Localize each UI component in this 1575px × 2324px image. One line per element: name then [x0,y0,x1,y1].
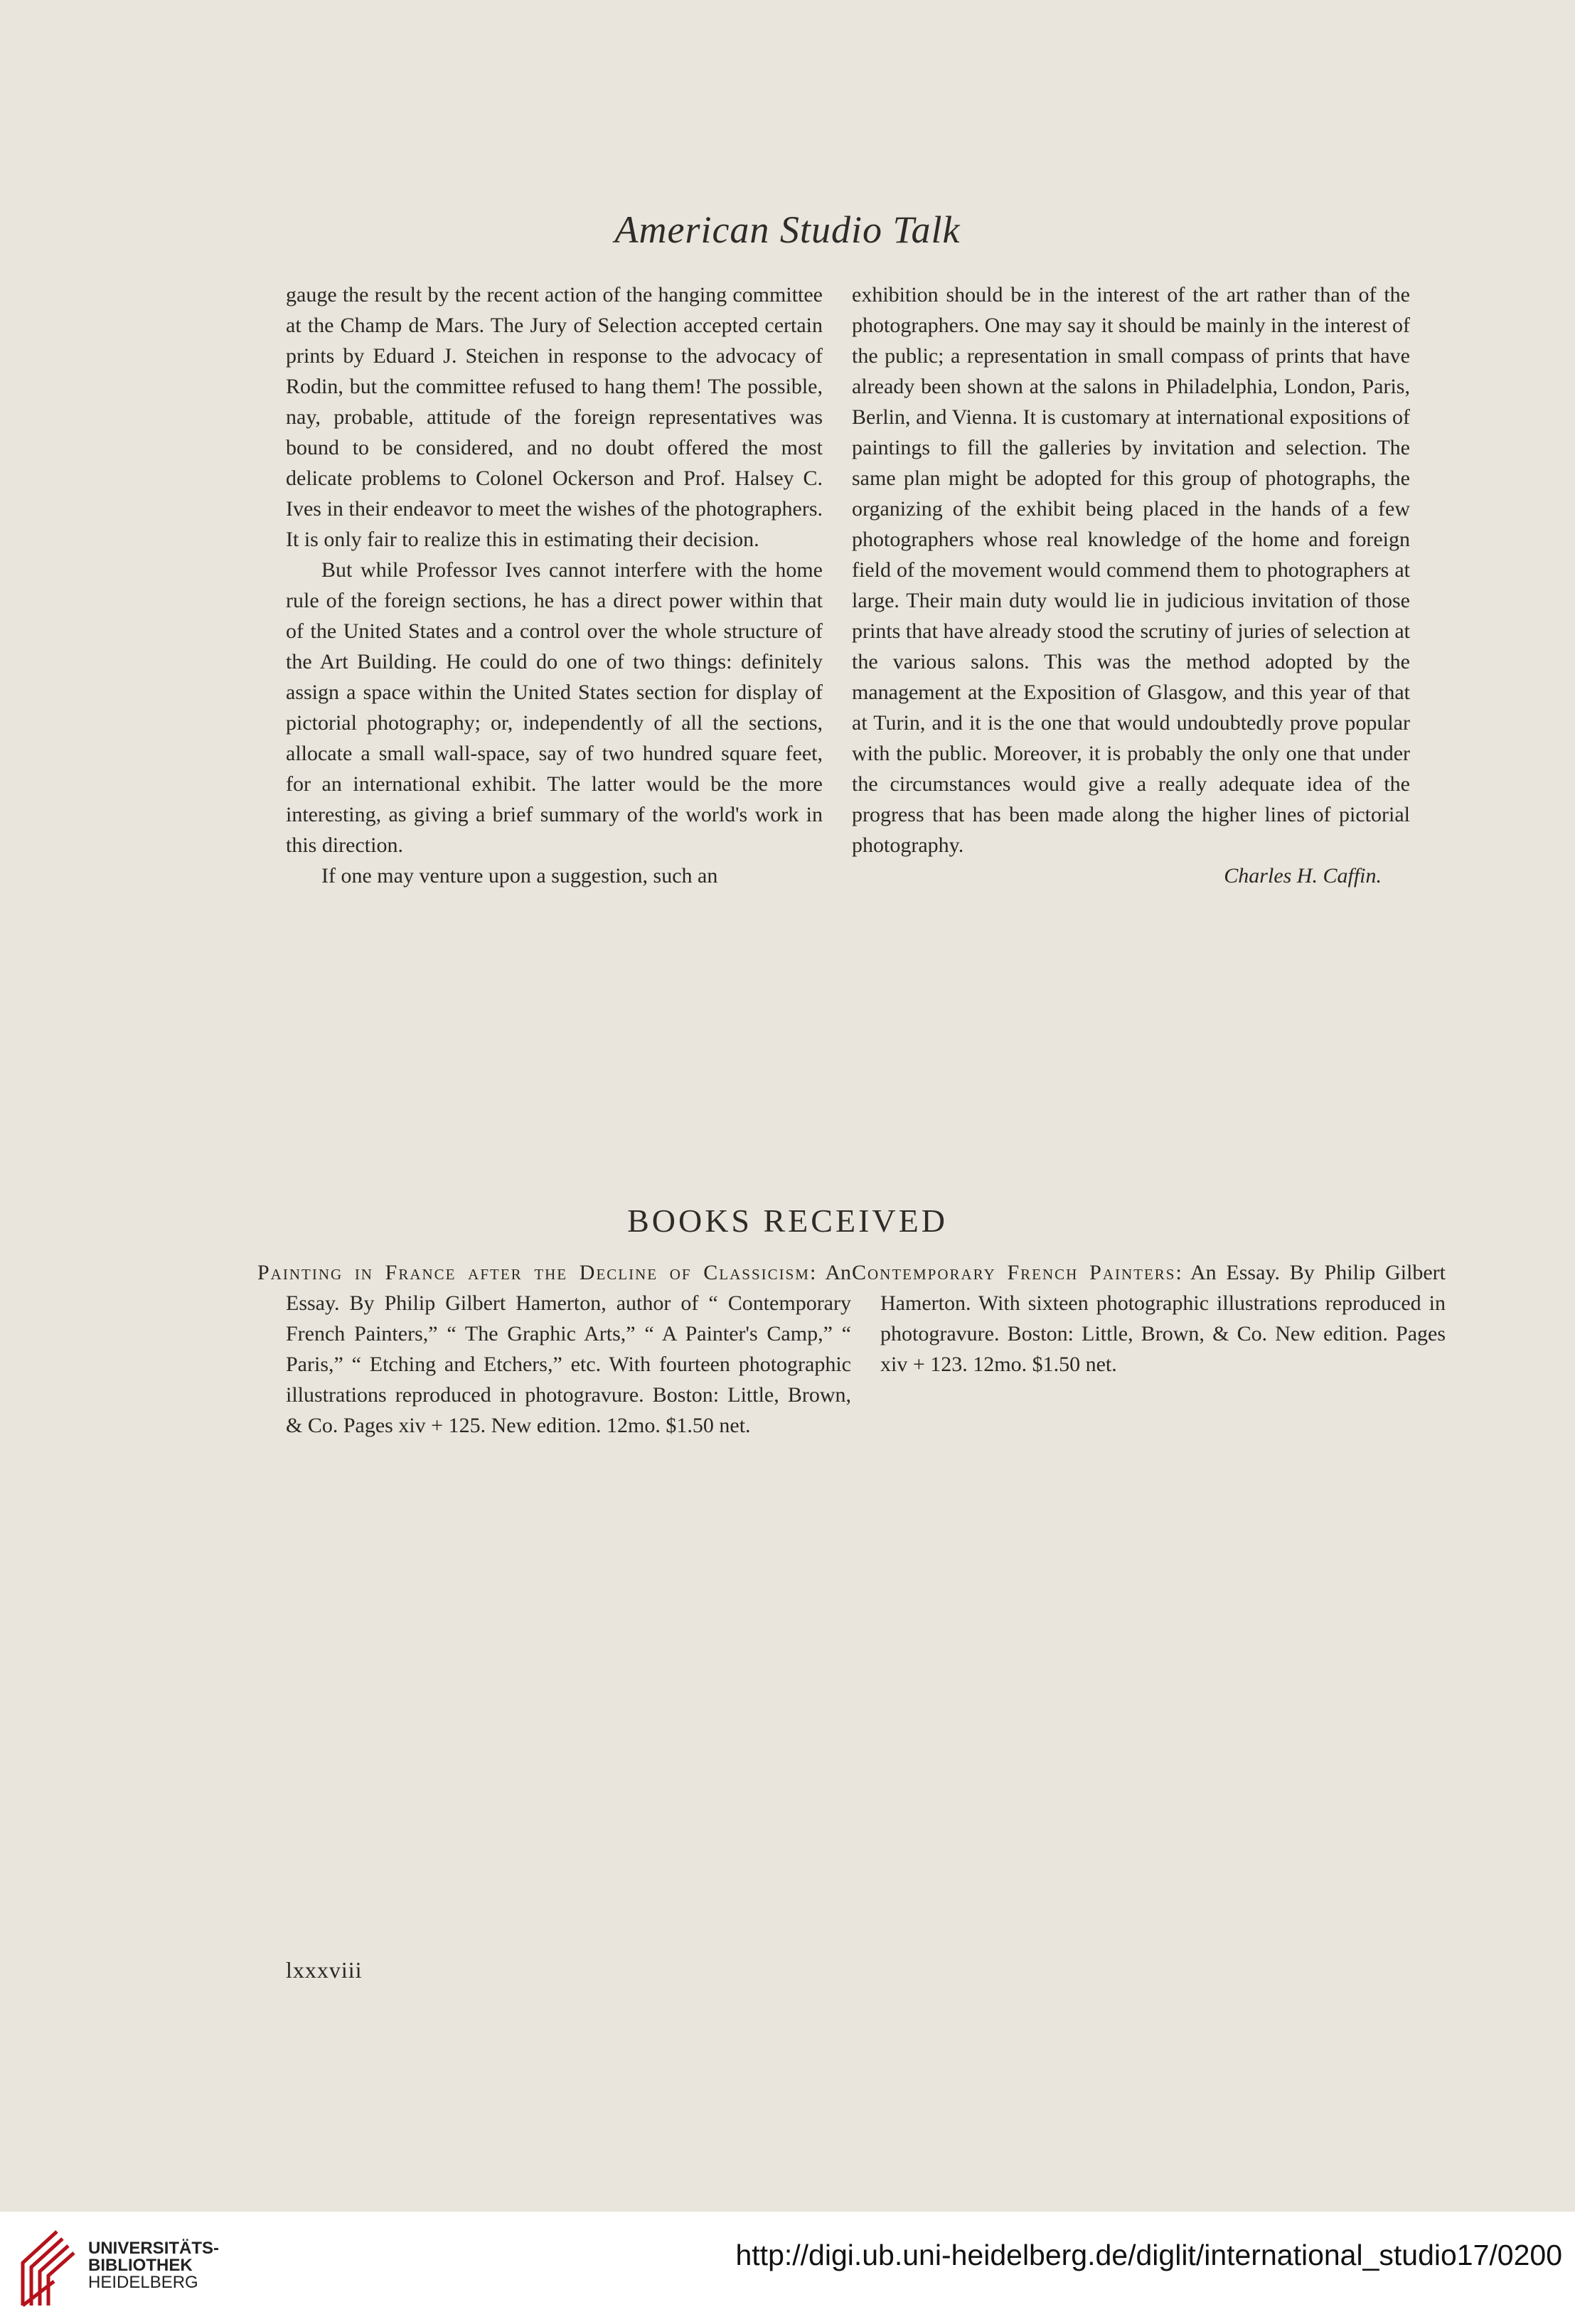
book-entry [257,1257,851,1441]
library-name-line: UNIVERSITÄTS- [88,2239,220,2258]
article-right-column [852,279,1410,891]
book-details: : An Essay. By Philip Gilbert Hamerton. With sixteen photographic illustrations reproduced in photogravure. Boston: Little, Brown, & Co. New edition. Pages xiv + 123. 12mo. $1.50 net. [880,1261,1446,1376]
book-details: : An Essay. By Philip Gilbert Hamerton, author of “ Contemporary French Painters,” “ The Graphic Arts,” “ A Painter's Camp,” “ Paris,” “ Etching and Etchers,” etc. With fourteen photographic illustrations reproduced in photogravure. Boston: Little, Brown, & Co. Pages xiv + 125. New edition. 12mo. $1.50 net. [286,1261,851,1437]
library-name-line: BIBLIOTHEK [88,2256,193,2275]
article-paragraph: exhibition should be in the interest of the art rather than of the photographers. One may say it should be mainly in the interest of the public; a representation in small compass of prints that have already been shown at the salons in Philadelphia, London, Paris, Berlin, and Vienna. It is customary at international expositions of paintings to fill the galleries by invitation and selection. The same plan might be adopted for this group of photographs, the organizing of the exhibit being placed in the hands of a few photographers whose real knowledge of the home and foreign field of the movement would commend them to photographers at large. Their main duty would lie in judicious invitation of those prints that have already stood the scrutiny of juries of selection at the various salons. This was the method adopted by the management at the Exposition of Glasgow, and this year of that at Turin, and it is the one that would undoubtedly prove popular with the public. Moreover, it is probably the only one that under the circumstances would give a really adequate idea of the progress that has been made along the higher lines of pictorial photography. [852,283,1410,857]
article-paragraph: If one may venture upon a suggestion, such an [321,864,718,888]
library-name [88,2240,219,2291]
books-received-heading: BOOKS RECEIVED [627,1203,948,1239]
article-left-column [286,279,823,891]
running-head: American Studio Talk [614,208,961,251]
author-signature: Charles H. Caffin. [1224,864,1382,888]
library-name-line: HEIDELBERG [88,2273,198,2292]
book-title: Contemporary French Painters [852,1261,1176,1284]
digitization-footer [0,2212,1575,2324]
book-entry [852,1257,1446,1380]
library-logo-icon [13,2222,87,2314]
book-title: Painting in France after the Decline of Classicism [257,1261,810,1284]
source-url-link[interactable]: http://digi.ub.uni-heidelberg.de/diglit/international_studio17/0200 [735,2239,1562,2271]
page-number: lxxxviii [286,1957,363,1983]
article-paragraph: gauge the result by the recent action of the hanging committee at the Champ de Mars. The Jury of Selection accepted certain prints by Eduard J. Steichen in response to the advocacy of Rodin, but the committee refused to hang them! The possible, nay, probable, attitude of the foreign representatives was bound to be considered, and no doubt offered the most delicate problems to Colonel Ockerson and Prof. Halsey C. Ives in their endeavor to meet the wishes of the photographers. It is only fair to realize this in estimating their decision. [286,283,823,551]
article-paragraph: But while Professor Ives cannot interfere with the home rule of the foreign sections, he has a direct power within that of the United States and a control over the whole structure of the Art Building. He could do one of two things: definitely assign a space within the United States section for display of pictorial photography; or, independently of all the sections, allocate a small wall-space, say of two hundred square feet, for an international exhibit. The latter would be the more interesting, as giving a brief summary of the world's work in this direction. [286,558,823,857]
